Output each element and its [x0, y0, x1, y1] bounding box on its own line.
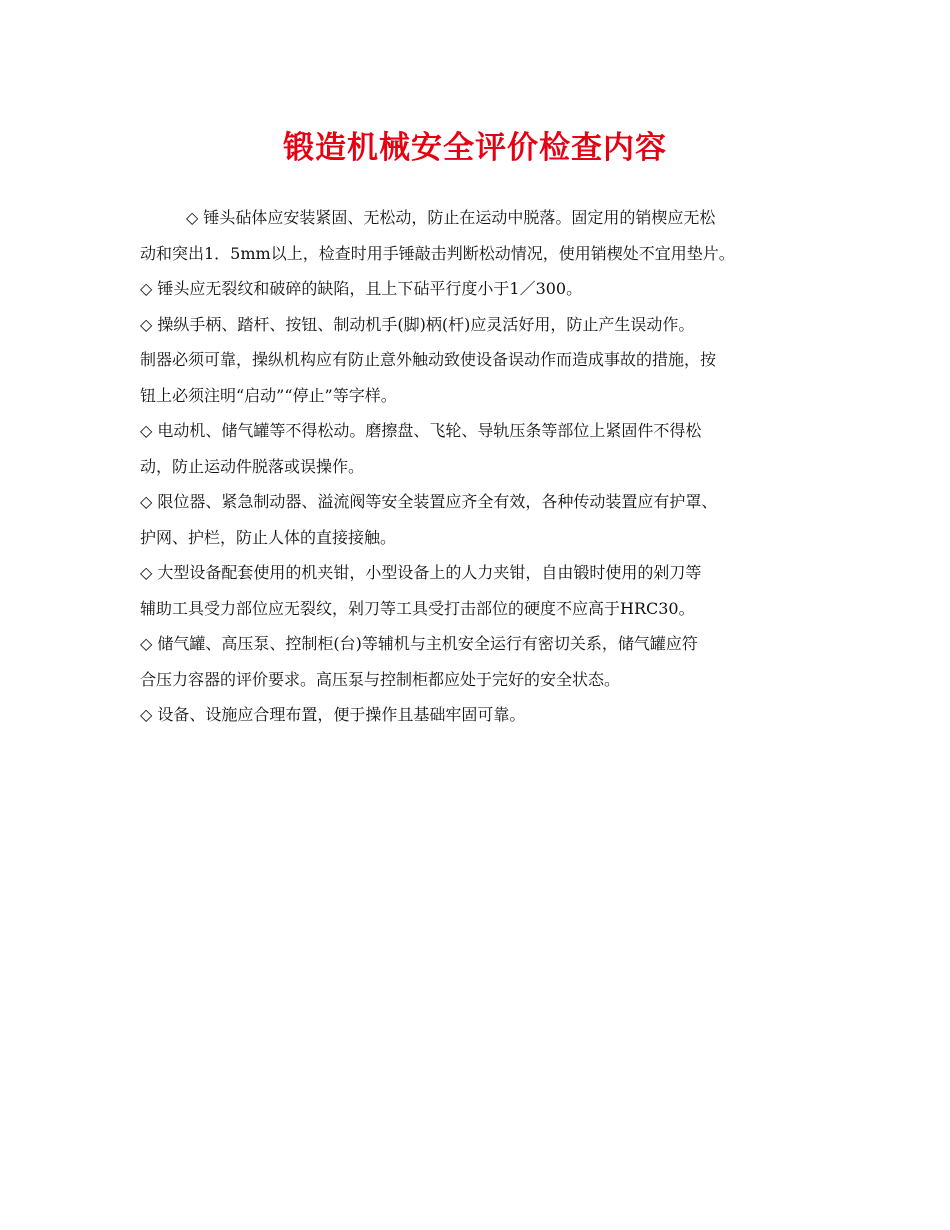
paragraph-line: ◇ 储气罐、高压泵、控制柜(台)等辅机与主机安全运行有密切关系，储气罐应符 [140, 634, 698, 653]
paragraph-line: 钮上必须注明“启动”“停止”等字样。 [140, 385, 397, 405]
paragraph-line: 制器必须可靠，操纵机构应有防止意外触动致使设备误动作而造成事故的措施，按 [140, 350, 717, 369]
paragraph-line: 护网、护栏，防止人体的直接接触。 [140, 527, 397, 547]
paragraph-line: 合压力容器的评价要求。高压泵与控制柜都应处于完好的安全状态。 [140, 669, 621, 689]
paragraph-line: ◇ 设备、设施应合理布置，便于操作且基础牢固可靠。 [140, 705, 526, 724]
paragraph-line: ◇ 限位器、紧急制动器、溢流阀等安全装置应齐全有效，各种传动装置应有护罩、 [140, 492, 718, 511]
paragraph-line: 辅助工具受力部位应无裂纹，剁刀等工具受打击部位的硬度不应高于HRC30。 [140, 598, 695, 618]
paragraph-line: ◇ 锤头应无裂纹和破碎的缺陷，且上下砧平行度小于1／300。 [140, 279, 583, 298]
paragraph-line: ◇ 操纵手柄、踏杆、按钮、制动机手(脚)柄(杆)应灵活好用，防止产生误动作。 [140, 314, 695, 334]
paragraph-line: ◇ 锤头砧体应安装紧固、无松动，防止在运动中脱落。固定用的销楔应无松 [186, 208, 716, 227]
document-title: 锻造机械安全评价检查内容 [283, 130, 667, 166]
paragraph-line: 动和突出1．5mm以上，检查时用手锤敲击判断松动情况，使用销楔处不宜用垫片。 [140, 243, 735, 263]
paragraph-line: ◇ 大型设备配套使用的机夹钳，小型设备上的人力夹钳，自由锻时使用的剁刀等 [140, 563, 702, 582]
paragraph-line: ◇ 电动机、储气罐等不得松动。磨擦盘、飞轮、导轨压条等部位上紧固件不得松 [140, 421, 702, 440]
document-body [140, 200, 830, 733]
paragraph-line: 动，防止运动件脱落或误操作。 [140, 456, 365, 476]
